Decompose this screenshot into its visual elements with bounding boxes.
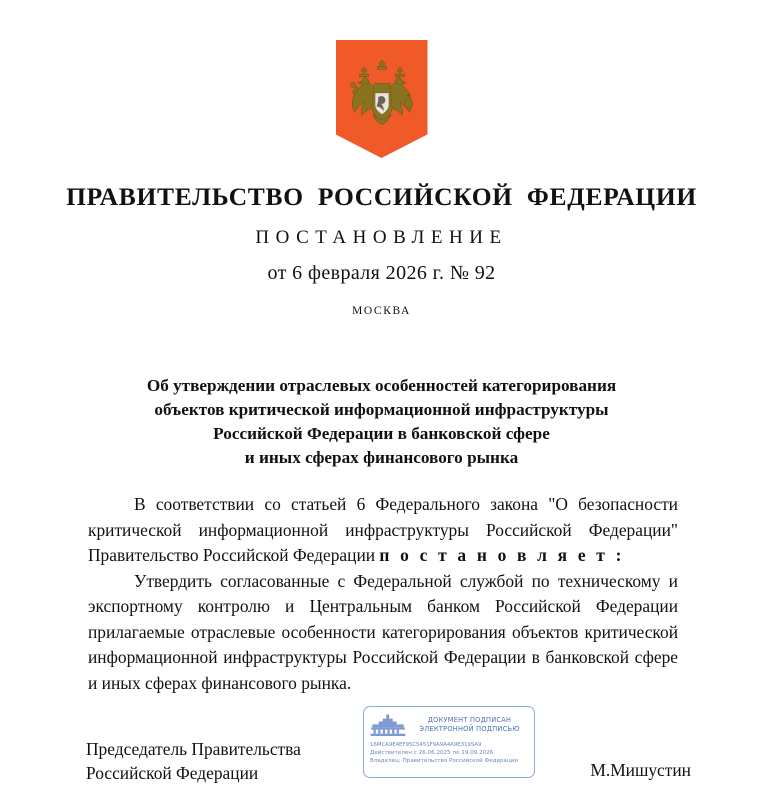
double-headed-eagle-icon bbox=[343, 57, 421, 135]
decree-body bbox=[88, 492, 678, 696]
decree-date-and-number: от 6 февраля 2026 г. № 92 bbox=[267, 262, 496, 284]
decree-subject bbox=[0, 374, 763, 470]
stamp-heading-line1: ДОКУМЕНТ ПОДПИСАН bbox=[427, 716, 512, 725]
stamp-heading-line2: ЭЛЕКТРОННОЙ ПОДПИСЬЮ bbox=[419, 725, 520, 733]
subject-line: и иных сферах финансового рынка bbox=[244, 448, 519, 467]
stamp-details bbox=[370, 741, 528, 766]
stamp-validity: Действителен с 26.06.2025 по 19.09.2026 bbox=[370, 750, 494, 757]
stamp-owner: Владелец: Правительство Российской Федерации bbox=[370, 758, 519, 765]
government-building-icon bbox=[370, 714, 406, 736]
postanovlyaet-emphasis: п о с т а н о в л я е т : bbox=[379, 545, 625, 565]
emblem-container bbox=[0, 40, 763, 158]
paragraph-preamble bbox=[88, 492, 678, 569]
subject-line: Об утверждении отраслевых особенностей категорирования bbox=[146, 376, 617, 395]
decree-type-heading: ПОСТАНОВЛЕНИЕ bbox=[255, 227, 508, 248]
stamp-heading-text bbox=[411, 716, 528, 733]
digital-signature-stamp bbox=[363, 706, 535, 778]
government-title: ПРАВИТЕЛЬСТВО РОССИЙСКОЙ ФЕДЕРАЦИИ bbox=[66, 182, 697, 211]
signatory-title bbox=[86, 737, 301, 785]
signatory-title-line1: Председатель Правительства bbox=[86, 739, 301, 759]
subject-line: объектов критической информационной инфраструктуры bbox=[154, 400, 609, 419]
decree-city: МОСКВА bbox=[352, 305, 411, 317]
stamp-certificate-id: 16МСА9E4EF95С5451F9А9А4А9E319SA9 bbox=[370, 742, 482, 748]
paragraph-text: Утвердить согласованные с Федеральной службой по техническому и экспортному контролю и Центральным банком Российской Федерации прилагаемые отраслевые особенности категорирования объектов критической информационной инфраструктуры Российской Федерации в банковской сфере и иных сферах финансового рынка. bbox=[88, 570, 678, 693]
coat-of-arms-russian-federation-icon bbox=[336, 40, 428, 158]
paragraph-operative bbox=[88, 569, 678, 697]
stamp-header bbox=[370, 712, 528, 738]
subject-line: Российской Федерации в банковской сфере bbox=[213, 424, 550, 443]
signatory-title-line2: Российской Федерации bbox=[86, 763, 259, 783]
paragraph-text: В соответствии со статьей 6 Федерального закона "О безопасности критической информационной инфраструктуры Российской Федерации" Правительство Российской Федерации bbox=[88, 494, 678, 565]
signatory-name: М.Мишустин bbox=[590, 760, 691, 780]
